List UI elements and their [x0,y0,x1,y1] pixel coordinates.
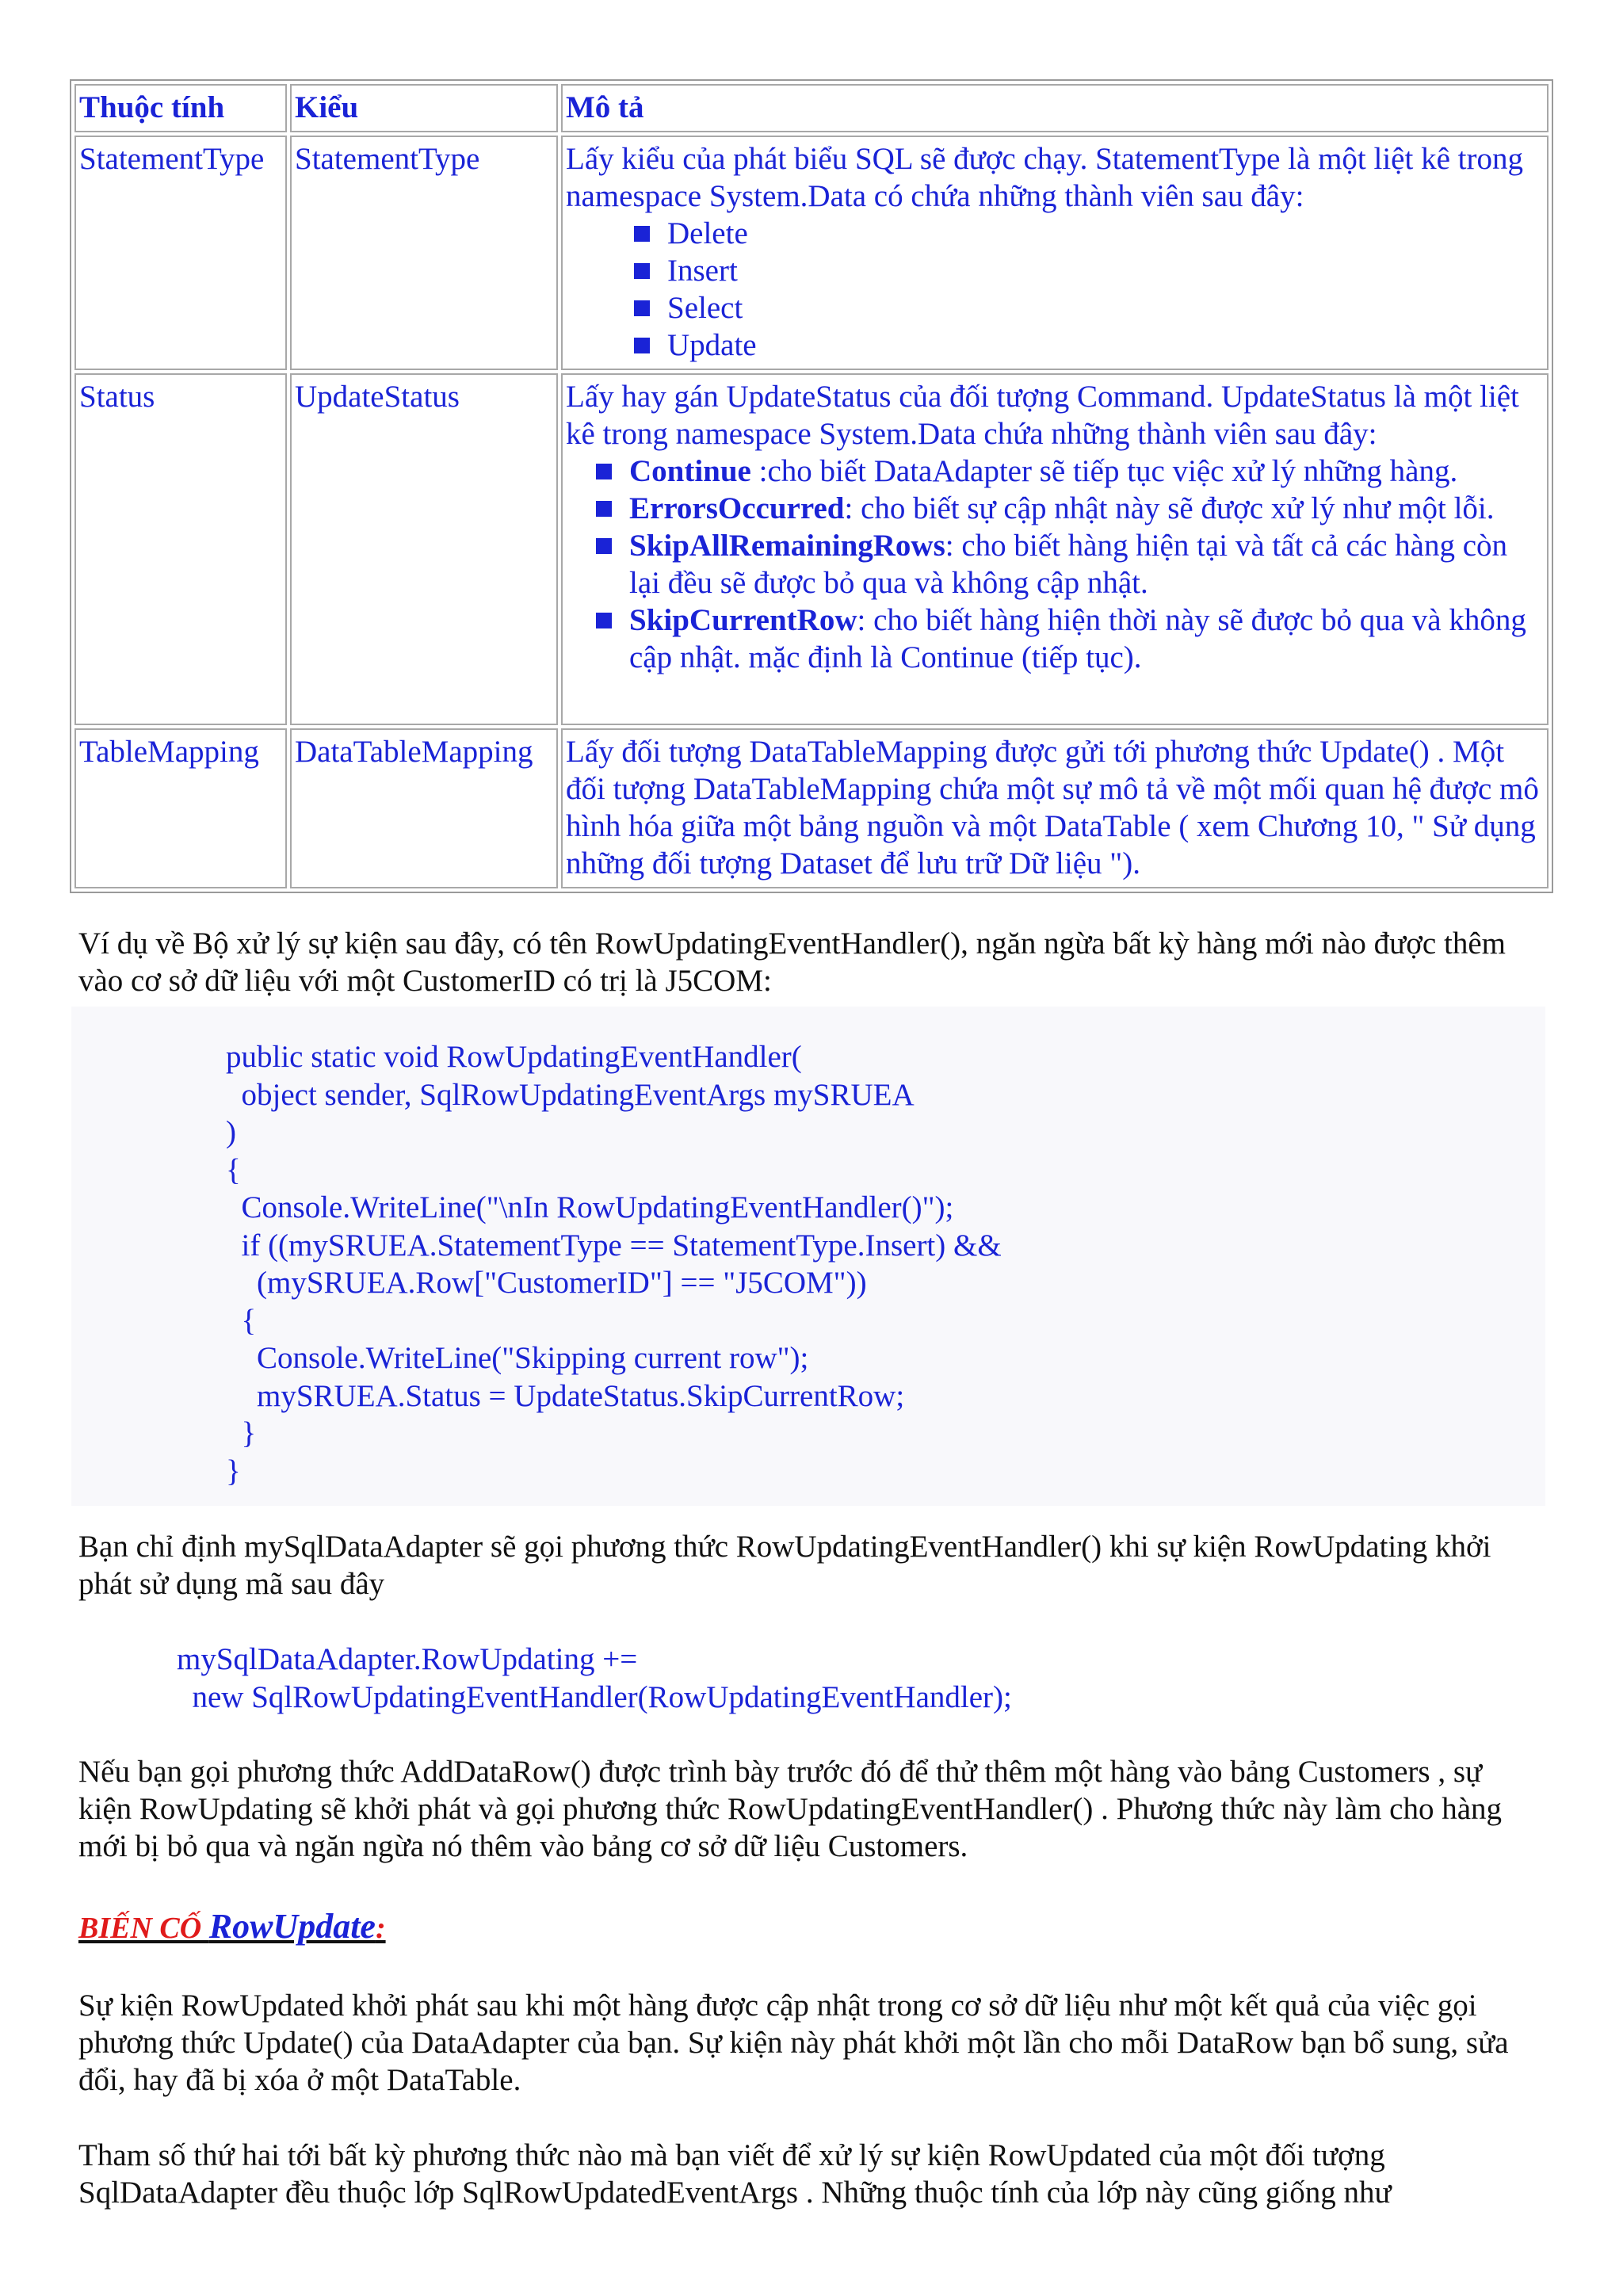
list-item: SkipAllRemainingRows: cho biết hàng hiện tại và tất cả các hàng còn lại đều sẽ được bỏ qua và không cập nhật. [566,527,1544,602]
cell-description: Lấy đối tượng DataTableMapping được gửi tới phương thức Update() . Một đối tượng DataTableMapping chứa một sự mô tả về một mối quan hệ được mô hình hóa giữa một bảng nguồn và một DataTable ( xem Chương 10, " Sử dụng những đối tượng Dataset để lưu trữ Dữ liệu "). [561,728,1549,888]
square-bullet-icon [634,300,650,316]
list-item: Update [566,327,1544,364]
paragraph-args: Tham số thứ hai tới bất kỳ phương thức nào mà bạn viết để xử lý sự kiện RowUpdated của một đối tượng SqlDataAdapter đều thuộc lớp SqlRowUpdatedEventArgs . Những thuộc tính của lớp này cũng giống như [78,2138,1392,2210]
enum-list [566,215,1544,364]
square-bullet-icon [596,538,612,554]
heading-prefix: BIẾN CỐ [78,1912,209,1945]
square-bullet-icon [634,226,650,242]
heading-suffix: : [375,1912,386,1945]
heading-name: RowUpdate [208,1907,376,1946]
list-item: Delete [566,215,1544,252]
enum-list [566,453,1544,676]
paragraph-addrow: Nếu bạn gọi phương thức AddDataRow() được trình bày trước đó để thử thêm một hàng vào bảng Customers , sự kiện RowUpdating sẽ khởi phát và gọi phương thức RowUpdatingEventHandler() . Phương thức này làm cho hàng mới bị bỏ qua và ngăn ngừa nó thêm vào bảng cơ sở dữ liệu Customers. [78,1755,1503,1863]
cell-property: TableMapping [74,728,287,888]
cell-property: StatementType [74,136,287,370]
paragraph-rowupdated: Sự kiện RowUpdated khởi phát sau khi một hàng được cập nhật trong cơ sở dữ liệu như một kết quả của việc gọi phương thức Update() của DataAdapter của bạn. Sự kiện này phát khởi một lần cho mỗi DataRow bạn bổ sung, sửa đổi, hay đã bị xóa ở một DataTable. [78,1988,1509,2097]
description-text: Lấy kiểu của phát biểu SQL sẽ được chạy. StatementType là một liệt kê trong namespace System.Data có chứa những thành viên sau đây: [566,142,1523,213]
list-item: SkipCurrentRow: cho biết hàng hiện thời này sẽ được bỏ qua và không cập nhật. mặc định là Continue (tiếp tục). [566,602,1544,676]
table-row [74,728,1549,888]
paragraph-intro: Ví dụ về Bộ xử lý sự kiện sau đây, có tên RowUpdatingEventHandler(), ngăn ngừa bất kỳ hàng mới nào được thêm vào cơ sở dữ liệu với một CustomerID có trị là J5COM: [78,926,1506,998]
table-row [74,136,1549,370]
cell-type: DataTableMapping [290,728,558,888]
description-text: Lấy hay gán UpdateStatus của đối tượng Command. UpdateStatus là một liệt kê trong namespace System.Data chứa những thành viên sau đây: [566,380,1519,451]
square-bullet-icon [596,501,612,517]
table-row [74,373,1549,725]
square-bullet-icon [596,464,612,479]
code-block-subscribe: mySqlDataAdapter.RowUpdating += new SqlRowUpdatingEventHandler(RowUpdatingEventHandler); [177,1642,1012,1714]
cell-type: UpdateStatus [290,373,558,725]
square-bullet-icon [634,338,650,353]
square-bullet-icon [634,263,650,279]
cell-type: StatementType [290,136,558,370]
list-item: ErrorsOccurred: cho biết sự cập nhật này sẽ được xử lý như một lỗi. [566,490,1544,527]
paragraph-assign: Bạn chỉ định mySqlDataAdapter sẽ gọi phương thức RowUpdatingEventHandler() khi sự kiện RowUpdating khởi phát sử dụng mã sau đây [78,1530,1491,1601]
header-type: Kiểu [290,84,558,132]
square-bullet-icon [596,613,612,628]
list-item: Insert [566,252,1544,289]
cell-property: Status [74,373,287,725]
section-heading [78,1906,386,1949]
code-block-handler: public static void RowUpdatingEventHandler( object sender, SqlRowUpdatingEventArgs mySRUEA ) { Console.WriteLine("\nIn RowUpdatingEventHandler()"); if ((mySRUEA.StatementType == StatementType.Insert) && (mySRUEA.Row["CustomerID"] == "J5COM")) { Console.WriteLine("Skipping current row"); mySRUEA.Status = UpdateStatus.SkipCurrentRow; } } [226,1040,1002,1488]
list-item: Continue :cho biết DataAdapter sẽ tiếp tục việc xử lý những hàng. [566,453,1544,490]
list-item: Select [566,289,1544,327]
cell-description [561,136,1549,370]
header-property: Thuộc tính [74,84,287,132]
properties-table [70,79,1553,893]
table-header-row [74,84,1549,132]
header-description: Mô tả [561,84,1549,132]
cell-description [561,373,1549,725]
